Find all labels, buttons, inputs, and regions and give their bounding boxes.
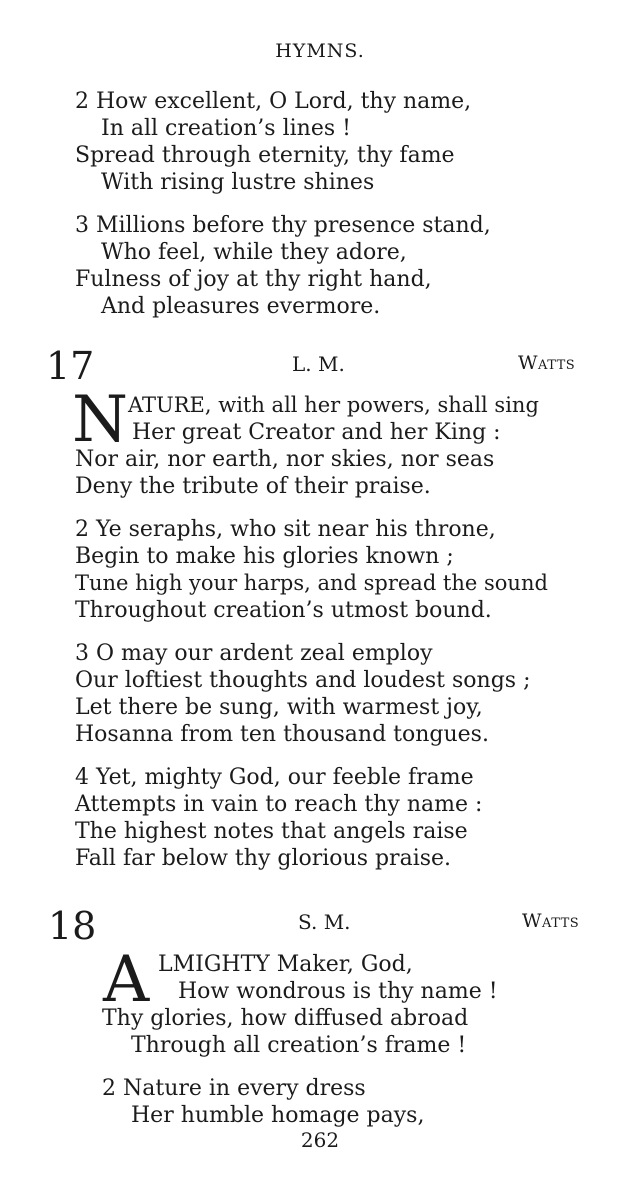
verse-line: Deny the tribute of their praise. xyxy=(75,474,431,499)
verse-line: Who feel, while they adore, xyxy=(101,240,407,265)
drop-cap: A xyxy=(103,943,150,1017)
verse-line: Let there be sung, with warmest joy, xyxy=(75,695,483,720)
verse-line: Our loftiest thoughts and loudest songs ; xyxy=(75,668,531,693)
hymn-meter: L. M. xyxy=(292,352,345,376)
verse-line: With rising lustre shines xyxy=(101,170,375,195)
verse-line: Nor air, nor earth, nor skies, nor seas xyxy=(75,447,495,472)
running-header: HYMNS. xyxy=(275,40,365,62)
hymn-author: Watts xyxy=(518,352,576,374)
hymn-author: Watts xyxy=(522,910,580,932)
verse-line: Tune high your harps, and spread the sound xyxy=(75,571,548,595)
verse-line: 4 Yet, mighty God, our feeble frame xyxy=(75,765,474,790)
verse-line: Attempts in vain to reach thy name : xyxy=(75,792,483,817)
verse-line: Throughout creation’s utmost bound. xyxy=(75,598,492,623)
verse-line: Thy glories, how diffused abroad xyxy=(102,1006,469,1031)
verse-line: In all creation’s lines ! xyxy=(101,116,351,141)
verse-line: Spread through eternity, thy fame xyxy=(75,143,455,168)
verse-line: 3 O may our ardent zeal employ xyxy=(75,641,433,666)
verse-line: 2 Nature in every dress xyxy=(102,1076,366,1101)
verse-line: Fulness of joy at thy right hand, xyxy=(75,267,432,292)
verse-line: Begin to make his glories known ; xyxy=(75,544,454,569)
verse-line: Her great Creator and her King : xyxy=(132,420,501,445)
verse-line: Her humble homage pays, xyxy=(131,1103,425,1128)
page-number: 262 xyxy=(300,1128,340,1152)
hymn-number: 18 xyxy=(48,904,97,948)
verse-line: 2 Ye seraphs, who sit near his throne, xyxy=(75,517,496,542)
hymn-number: 17 xyxy=(46,344,95,388)
verse-line: Hosanna from ten thousand tongues. xyxy=(75,722,489,747)
verse-line: The highest notes that angels raise xyxy=(75,819,468,844)
verse-line: Fall far below thy glorious praise. xyxy=(75,846,452,871)
verse-line: 2 How excellent, O Lord, thy name, xyxy=(75,89,472,114)
verse-line: Through all creation’s frame ! xyxy=(131,1033,467,1058)
drop-cap: N xyxy=(72,383,128,457)
verse-line: ATURE, with all her powers, shall sing xyxy=(128,393,539,417)
verse-line: LMIGHTY Maker, God, xyxy=(158,952,413,977)
verse-line: How wondrous is thy name ! xyxy=(178,979,498,1004)
hymn-meter: S. M. xyxy=(298,910,351,934)
verse-line: And pleasures evermore. xyxy=(101,294,381,319)
verse-line: 3 Millions before thy presence stand, xyxy=(75,213,491,238)
